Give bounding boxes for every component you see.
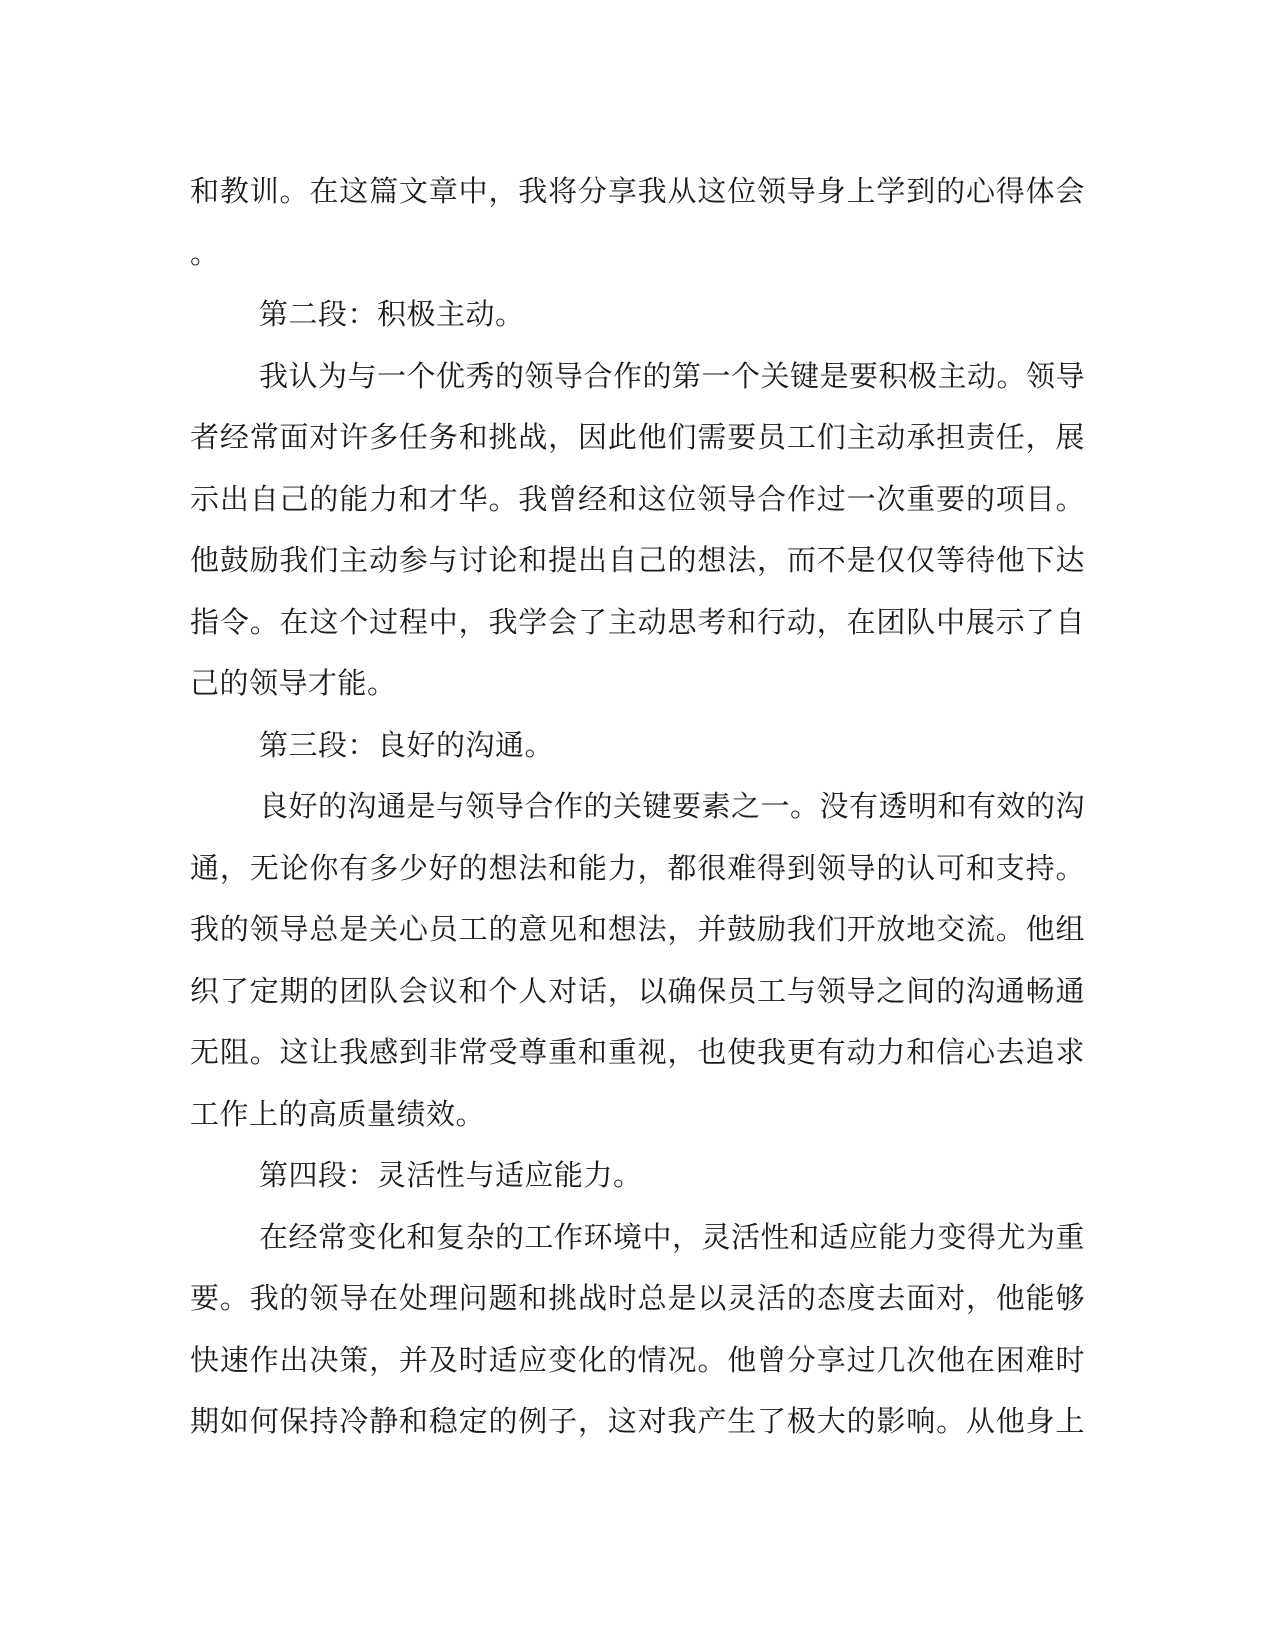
paragraph-line: 工作上的高质量绩效。 xyxy=(190,1096,486,1131)
paragraph-line: 我的领导总是关心员工的意见和想法，并鼓励我们开放地交流。他组 xyxy=(190,912,1085,946)
paragraph-line: 织了定期的团队会议和个人对话，以确保员工与领导之间的沟通畅通 xyxy=(190,973,1085,1008)
document-body xyxy=(190,161,1085,1453)
section-heading-2: 第二段：积极主动。 xyxy=(259,297,525,331)
paragraph-line: 快速作出决策，并及时适应变化的情况。他曾分享过几次他在困难时 xyxy=(190,1342,1085,1377)
paragraph-line: 和教训。在这篇文章中，我将分享我从这位领导身上学到的心得体会 xyxy=(190,174,1085,208)
paragraph-line: 在经常变化和复杂的工作环境中，灵活性和适应能力变得尤为重 xyxy=(259,1219,1086,1254)
paragraph-line: 要。我的领导在处理问题和挑战时总是以灵活的态度去面对，他能够 xyxy=(190,1281,1085,1315)
section-heading-3: 第三段：良好的沟通。 xyxy=(259,727,555,762)
paragraph-line: 他鼓励我们主动参与讨论和提出自己的想法，而不是仅仅等待他下达 xyxy=(190,543,1085,577)
paragraph-line: 者经常面对许多任务和挑战，因此他们需要员工们主动承担责任，展 xyxy=(190,420,1085,454)
paragraph-line: 。 xyxy=(190,235,220,270)
paragraph-line: 期如何保持冷静和稳定的例子，这对我产生了极大的影响。从他身上 xyxy=(190,1404,1085,1438)
paragraph-line: 示出自己的能力和才华。我曾经和这位领导合作过一次重要的项目。 xyxy=(190,481,1085,516)
paragraph-line: 无阻。这让我感到非常受尊重和重视，也使我更有动力和信心去追求 xyxy=(190,1035,1085,1069)
paragraph-line: 己的领导才能。 xyxy=(190,666,397,700)
paragraph-line: 良好的沟通是与领导合作的关键要素之一。没有透明和有效的沟 xyxy=(259,789,1086,823)
paragraph-line: 我认为与一个优秀的领导合作的第一个关键是要积极主动。领导 xyxy=(259,358,1086,393)
paragraph-line: 指令。在这个过程中，我学会了主动思考和行动，在团队中展示了自 xyxy=(190,604,1085,639)
section-heading-4: 第四段：灵活性与适应能力。 xyxy=(259,1158,643,1192)
paragraph-line: 通，无论你有多少好的想法和能力，都很难得到领导的认可和支持。 xyxy=(190,850,1085,885)
